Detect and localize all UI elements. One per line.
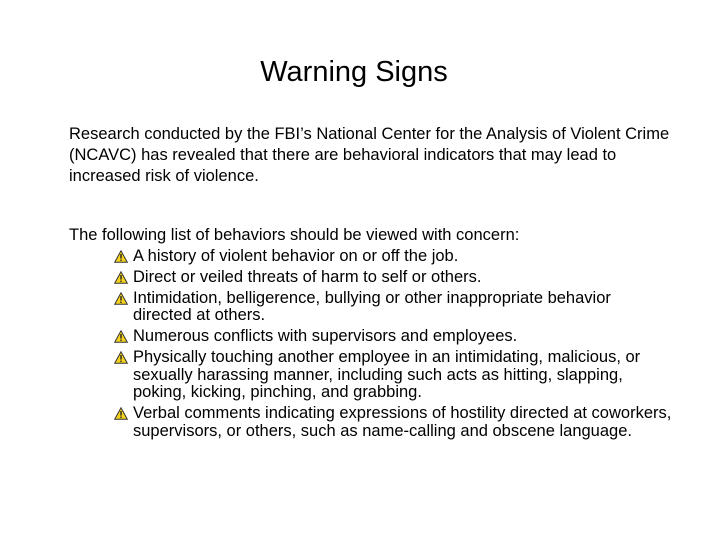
list-lead: The following list of behaviors should be viewed with concern: xyxy=(69,226,520,244)
warning-triangle-icon xyxy=(114,407,128,420)
list-item xyxy=(114,269,674,286)
list-item-text: Intimidation, belligerence, bullying or other inappropriate behavior directed at others. xyxy=(133,289,611,325)
intro-paragraph: Research conducted by the FBI’s National Center for the Analysis of Violent Crime (NCAVC) has revealed that there are behavioral indicators that may lead to increased risk of violence. xyxy=(69,125,670,185)
list-item-text: Physically touching another employee in an intimidating, malicious, or sexually harassing manner, including such acts as hitting, slapping, poking, kicking, pinching, and grabbing. xyxy=(133,348,641,402)
list-item xyxy=(114,405,674,440)
list-item-text: Direct or veiled threats of harm to self or others. xyxy=(133,268,482,286)
list-item xyxy=(114,290,674,325)
behavior-list xyxy=(114,248,674,444)
list-item xyxy=(114,248,674,265)
list-item xyxy=(114,328,674,345)
list-item xyxy=(114,349,674,401)
list-item-text: Verbal comments indicating expressions of hostility directed at coworkers, supervisors, or others, such as name-calling and obscene language. xyxy=(133,404,672,440)
slide-title: Warning Signs xyxy=(260,56,448,88)
warning-triangle-icon xyxy=(114,271,128,284)
list-item-text: A history of violent behavior on or off the job. xyxy=(133,247,459,265)
warning-triangle-icon xyxy=(114,330,128,343)
warning-triangle-icon xyxy=(114,292,128,305)
list-item-text: Numerous conflicts with supervisors and employees. xyxy=(133,327,518,346)
warning-triangle-icon xyxy=(114,351,128,364)
warning-triangle-icon xyxy=(114,250,128,263)
